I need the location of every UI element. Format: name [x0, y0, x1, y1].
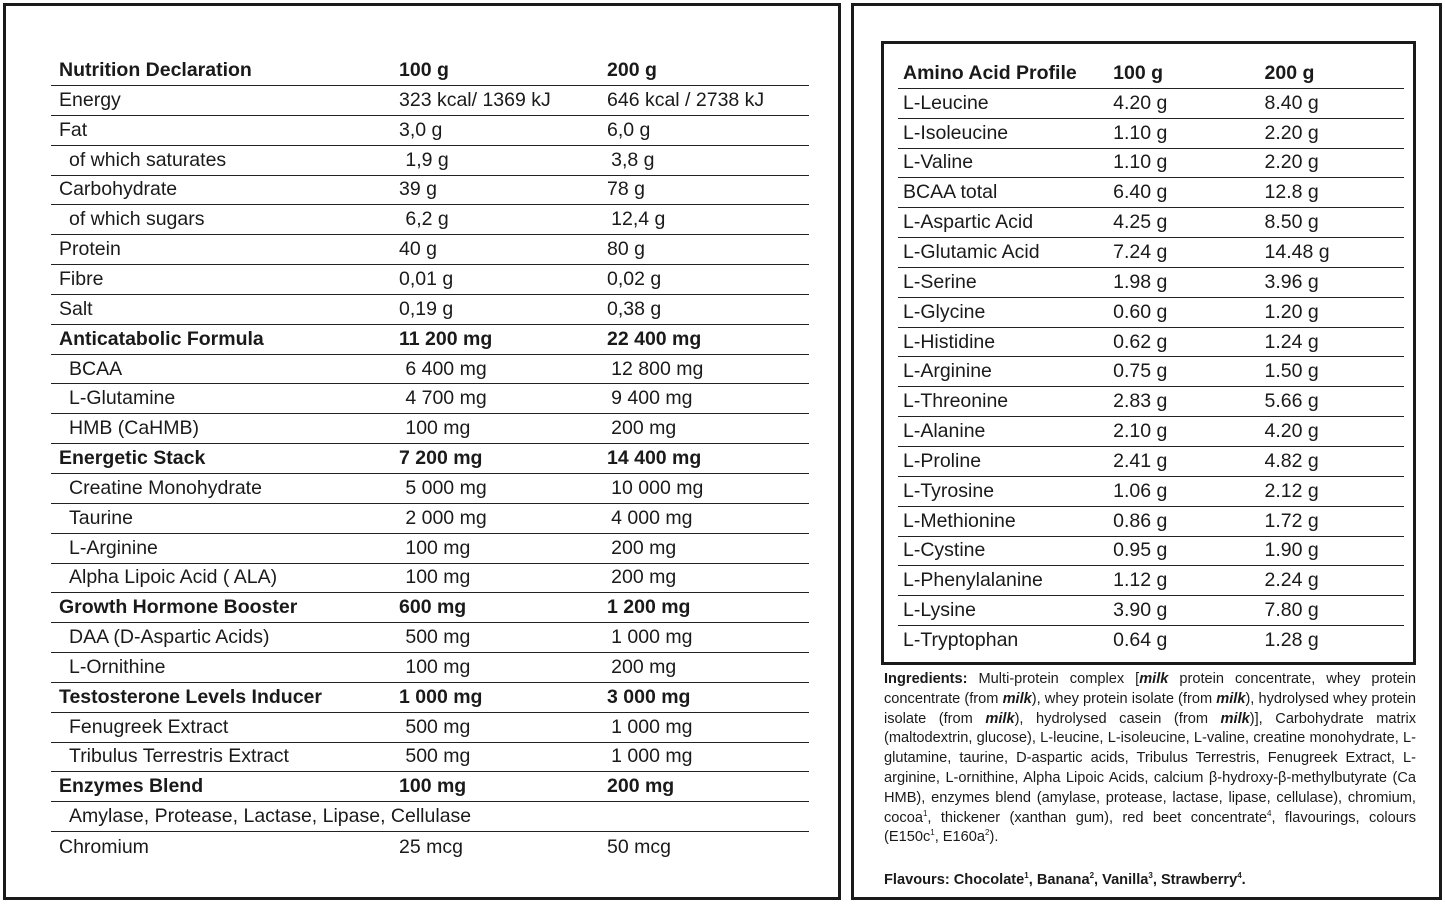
value-200g: 1 000 mg: [611, 745, 693, 768]
amino-name: L-Aspartic Acid: [903, 211, 1034, 234]
value-200g: 12 800 mg: [611, 357, 704, 380]
value-100g: 0,19 g: [399, 297, 454, 320]
amino-name: L-Isoleucine: [903, 121, 1009, 144]
amino-row: [898, 417, 1404, 447]
amino-row: [898, 477, 1404, 507]
value-100g: 40 g: [399, 238, 437, 261]
value-200g: 200 mg: [611, 417, 677, 440]
nutrition-row: [51, 474, 809, 504]
ingredients-segment: , thickener (xanthan gum), red beet concentrate: [927, 809, 1267, 826]
amino-name: L-Arginine: [903, 360, 992, 383]
amino-name: L-Serine: [903, 270, 977, 293]
amino-100g: 1.98 g: [1113, 270, 1168, 293]
value-200g: 646 kcal / 2738 kJ: [607, 88, 765, 111]
flavours-segment: , Banana: [1028, 872, 1090, 888]
value-200g: 1 000 mg: [611, 626, 693, 649]
nutrition-row: [51, 265, 809, 295]
amino-200g: 2.20 g: [1264, 151, 1319, 174]
amino-100g: 0.60 g: [1113, 300, 1168, 323]
amino-200g: 8.40 g: [1264, 91, 1319, 114]
value-100g: 39 g: [399, 178, 437, 201]
amino-200g: 1.28 g: [1264, 629, 1319, 652]
ingredients-segment: milk: [1139, 671, 1169, 687]
flavours-text: [884, 872, 1424, 888]
amino-100g: 2.41 g: [1113, 449, 1168, 472]
nutrient-name: Taurine: [69, 506, 133, 529]
value-100g: 100 mg: [405, 417, 471, 440]
nutrition-row: [51, 355, 809, 385]
nutrient-name: Enzymes Blend: [59, 775, 204, 798]
nutrition-table: [51, 56, 809, 862]
amino-row: [898, 298, 1404, 328]
value-100g: 0,01 g: [399, 267, 454, 290]
footnote-marker: 2: [1089, 871, 1095, 881]
value-200g: 6,0 g: [607, 118, 651, 141]
nutrition-row: [51, 802, 809, 832]
amino-row: [898, 238, 1404, 268]
value-200g: 0,38 g: [607, 297, 662, 320]
value-100g: 500 mg: [405, 745, 471, 768]
amino-100g: 0.95 g: [1113, 539, 1168, 562]
nutrition-row: [51, 832, 809, 862]
value-100g: 4 700 mg: [405, 387, 487, 410]
amino-row: [898, 208, 1404, 238]
nutrient-name: L-Glutamine: [69, 387, 176, 410]
amino-name: L-Tryptophan: [903, 629, 1019, 652]
nutrition-row: [51, 146, 809, 176]
amino-200g: 2.24 g: [1264, 569, 1319, 592]
nutrient-name: Amylase, Protease, Lactase, Lipase, Cellulase: [69, 805, 472, 828]
value-100g: 1,9 g: [405, 148, 449, 171]
amino-header-200g: 200 g: [1264, 61, 1315, 84]
amino-200g: 5.66 g: [1264, 390, 1319, 413]
nutrition-row: [51, 713, 809, 743]
amino-200g: 12.8 g: [1264, 181, 1319, 204]
nutrition-header-200g: 200 g: [607, 59, 657, 81]
value-200g: 4 000 mg: [611, 506, 693, 529]
value-200g: 22 400 mg: [607, 327, 702, 350]
nutrition-row: [51, 653, 809, 683]
amino-100g: 7.24 g: [1113, 240, 1168, 263]
footnote-marker: 1: [930, 828, 935, 838]
amino-row: [898, 89, 1404, 119]
ingredients-segment: , E160a: [934, 829, 986, 846]
nutrient-name: Carbohydrate: [59, 178, 178, 201]
amino-name: L-Alanine: [903, 420, 986, 443]
amino-row: [898, 268, 1404, 298]
value-100g: 500 mg: [405, 715, 471, 738]
amino-header-row: [898, 59, 1404, 89]
amino-100g: 4.20 g: [1113, 91, 1168, 114]
ingredients-segment: ), hydrolysed casein (from: [1014, 710, 1221, 727]
nutrient-name: Creatine Monohydrate: [69, 476, 262, 499]
ingredients-segment: milk: [1216, 690, 1246, 707]
amino-header-100g: 100 g: [1113, 61, 1164, 84]
amino-100g: 0.64 g: [1113, 629, 1168, 652]
nutrient-name: of which saturates: [69, 148, 227, 171]
nutrient-name: BCAA: [69, 357, 123, 380]
value-200g: 200 mg: [611, 566, 677, 589]
amino-row: [898, 596, 1404, 626]
nutrition-row: [51, 235, 809, 265]
ingredients-segment: ), whey protein isolate (from: [1031, 690, 1217, 707]
amino-name: L-Proline: [903, 449, 982, 472]
nutrition-header-100g: 100 g: [399, 59, 449, 81]
ingredients-text: [884, 670, 1416, 848]
value-100g: 11 200 mg: [399, 327, 493, 350]
ingredients-segment: )], Carbohydrate matrix (maltodextrin, glucose), L-leucine, L-isoleucine, L-valine, creatine monohydrate, L-glutamine, taurine, D-aspartic acids, Tribulus Terrestris, Fenugreek Extract, L-arginine, L-ornithine, Alpha Lipoic Acids, calcium β-hydroxy-β-methylbutyrate (Ca HMB), enzymes blend (amylase, protease, lactase, lipase, cellulase), chromium, cocoa: [884, 710, 1416, 826]
amino-100g: 6.40 g: [1113, 181, 1168, 204]
amino-200g: 1.50 g: [1264, 360, 1319, 383]
ingredients-segment: milk: [1002, 690, 1032, 707]
value-200g: 200 mg: [607, 775, 675, 798]
nutrient-name: HMB (CaHMB): [69, 417, 199, 440]
value-200g: 50 mcg: [607, 835, 671, 858]
nutrition-row: [51, 176, 809, 206]
nutrition-row: [51, 564, 809, 594]
nutrition-row: [51, 86, 809, 116]
amino-name: L-Valine: [903, 151, 974, 174]
amino-name: BCAA total: [903, 181, 998, 204]
amino-row: [898, 357, 1404, 387]
value-200g: 1 200 mg: [607, 596, 691, 619]
footnote-marker: 1: [922, 808, 928, 818]
value-100g: 100 mg: [399, 775, 467, 798]
nutrient-name: Testosterone Levels Inducer: [59, 685, 322, 708]
value-100g: 7 200 mg: [399, 447, 483, 470]
nutrition-row: [51, 504, 809, 534]
nutrition-row: [51, 205, 809, 235]
value-100g: 2 000 mg: [405, 506, 487, 529]
nutrient-name: Energy: [59, 88, 121, 111]
footnote-marker: 4: [1237, 871, 1242, 881]
amino-row: [898, 328, 1404, 358]
flavours-segment: .: [1241, 872, 1246, 888]
nutrient-name: Growth Hormone Booster: [59, 596, 298, 619]
ingredients-segment: milk: [1220, 710, 1250, 727]
amino-header-name: Amino Acid Profile: [903, 61, 1077, 84]
value-200g: 3 000 mg: [607, 685, 691, 708]
nutrient-name: Protein: [59, 238, 121, 261]
value-200g: 9 400 mg: [611, 387, 693, 410]
nutrition-row: [51, 384, 809, 414]
nutrition-row: [51, 743, 809, 773]
amino-100g: 3.90 g: [1113, 599, 1168, 622]
value-100g: 1 000 mg: [399, 685, 483, 708]
value-100g: 6 400 mg: [405, 357, 487, 380]
value-100g: 500 mg: [405, 626, 471, 649]
ingredients-segment: milk: [985, 710, 1015, 727]
nutrient-name: Salt: [59, 297, 93, 320]
nutrition-row: [51, 444, 809, 474]
footnote-marker: 3: [1148, 871, 1153, 881]
value-100g: 323 kcal/ 1369 kJ: [399, 88, 551, 111]
amino-name: L-Methionine: [903, 509, 1016, 532]
flavours-segment: Flavours: Chocolate: [884, 872, 1025, 888]
ingredients-segment: ), hydrolysed whey protein isolate (from: [884, 690, 1416, 727]
amino-100g: 1.12 g: [1113, 569, 1168, 592]
amino-100g: 0.62 g: [1113, 330, 1168, 353]
flavours-segment: , Strawberry: [1152, 872, 1238, 888]
value-200g: 10 000 mg: [611, 476, 704, 499]
value-200g: 12,4 g: [611, 208, 666, 231]
nutrient-name: of which sugars: [69, 208, 205, 231]
amino-200g: 1.90 g: [1264, 539, 1319, 562]
nutrition-row: [51, 325, 809, 355]
amino-name: L-Threonine: [903, 390, 1009, 413]
nutrition-row: [51, 772, 809, 802]
ingredients-label: Ingredients:: [884, 671, 968, 687]
amino-100g: 1.10 g: [1113, 121, 1168, 144]
amino-200g: 8.50 g: [1264, 211, 1319, 234]
amino-row: [898, 387, 1404, 417]
nutrient-name: L-Arginine: [69, 536, 158, 559]
amino-100g: 4.25 g: [1113, 211, 1168, 234]
value-100g: 600 mg: [399, 596, 467, 619]
amino-row: [898, 507, 1404, 537]
value-100g: 5 000 mg: [405, 476, 487, 499]
value-200g: 80 g: [607, 238, 645, 261]
nutrition-header-row: [51, 56, 809, 86]
value-100g: 6,2 g: [405, 208, 449, 231]
amino-200g: 1.72 g: [1264, 509, 1319, 532]
nutrient-name: L-Ornithine: [69, 655, 166, 678]
nutrition-row: [51, 116, 809, 146]
amino-row: [898, 566, 1404, 596]
amino-200g: 4.20 g: [1264, 420, 1319, 443]
ingredients-segment: Multi-protein complex [: [967, 671, 1140, 687]
amino-name: L-Glycine: [903, 300, 986, 323]
nutrition-header-name: Nutrition Declaration: [59, 59, 252, 81]
nutrition-row: [51, 623, 809, 653]
nutrient-name: Chromium: [59, 835, 149, 858]
amino-100g: 2.83 g: [1113, 390, 1168, 413]
amino-200g: 1.20 g: [1264, 300, 1319, 323]
amino-100g: 1.10 g: [1113, 151, 1168, 174]
footnote-marker: 2: [985, 828, 990, 838]
ingredients-segment: protein concentrate, whey protein concentrate (from: [884, 671, 1416, 707]
amino-table: [898, 59, 1404, 656]
nutrient-name: Alpha Lipoic Acid ( ALA): [69, 566, 278, 589]
footnote-marker: 4: [1267, 808, 1272, 818]
amino-200g: 4.82 g: [1264, 449, 1319, 472]
amino-name: L-Phenylalanine: [903, 569, 1043, 592]
value-200g: 14 400 mg: [607, 447, 702, 470]
value-100g: 100 mg: [405, 536, 471, 559]
nutrient-name: DAA (D-Aspartic Acids): [69, 626, 270, 649]
amino-row: [898, 119, 1404, 149]
value-200g: 3,8 g: [611, 148, 655, 171]
ingredients-segment: ).: [989, 829, 999, 846]
amino-200g: 2.20 g: [1264, 121, 1319, 144]
amino-name: L-Tyrosine: [903, 479, 995, 502]
amino-100g: 0.75 g: [1113, 360, 1168, 383]
nutrient-name: Fibre: [59, 267, 104, 290]
amino-row: [898, 447, 1404, 477]
amino-200g: 1.24 g: [1264, 330, 1319, 353]
amino-row: [898, 537, 1404, 567]
amino-200g: 7.80 g: [1264, 599, 1319, 622]
amino-100g: 2.10 g: [1113, 420, 1168, 443]
amino-name: L-Lysine: [903, 599, 976, 622]
value-100g: 100 mg: [405, 566, 471, 589]
amino-name: L-Histidine: [903, 330, 996, 353]
nutrition-panel: [3, 3, 841, 900]
amino-200g: 2.12 g: [1264, 479, 1319, 502]
amino-200g: 14.48 g: [1264, 240, 1330, 263]
nutrition-row: [51, 683, 809, 713]
value-200g: 78 g: [607, 178, 645, 201]
flavours-segment: , Vanilla: [1094, 872, 1149, 888]
nutrient-name: Tribulus Terrestris Extract: [69, 745, 289, 768]
value-100g: 100 mg: [405, 655, 471, 678]
value-100g: 25 mcg: [399, 835, 463, 858]
amino-name: L-Cystine: [903, 539, 986, 562]
nutrition-row: [51, 295, 809, 325]
nutrient-name: Anticatabolic Formula: [59, 327, 264, 350]
amino-row: [898, 149, 1404, 179]
value-100g: 3,0 g: [399, 118, 443, 141]
amino-row: [898, 626, 1404, 656]
nutrient-name: Fat: [59, 118, 88, 141]
amino-table-box: [881, 41, 1416, 665]
value-200g: 200 mg: [611, 655, 677, 678]
ingredients-segment: , flavourings, colours (E150c: [884, 809, 1417, 846]
amino-200g: 3.96 g: [1264, 270, 1319, 293]
value-200g: 0,02 g: [607, 267, 662, 290]
amino-100g: 1.06 g: [1113, 479, 1168, 502]
value-200g: 1 000 mg: [611, 715, 693, 738]
nutrition-row: [51, 593, 809, 623]
amino-name: L-Leucine: [903, 91, 989, 114]
nutrient-name: Energetic Stack: [59, 447, 206, 470]
amino-row: [898, 178, 1404, 208]
amino-name: L-Glutamic Acid: [903, 240, 1040, 263]
nutrition-row: [51, 534, 809, 564]
amino-panel: [851, 3, 1442, 900]
value-200g: 200 mg: [611, 536, 677, 559]
nutrition-row: [51, 414, 809, 444]
nutrient-name: Fenugreek Extract: [69, 715, 229, 738]
footnote-marker: 1: [1024, 871, 1029, 881]
amino-100g: 0.86 g: [1113, 509, 1168, 532]
